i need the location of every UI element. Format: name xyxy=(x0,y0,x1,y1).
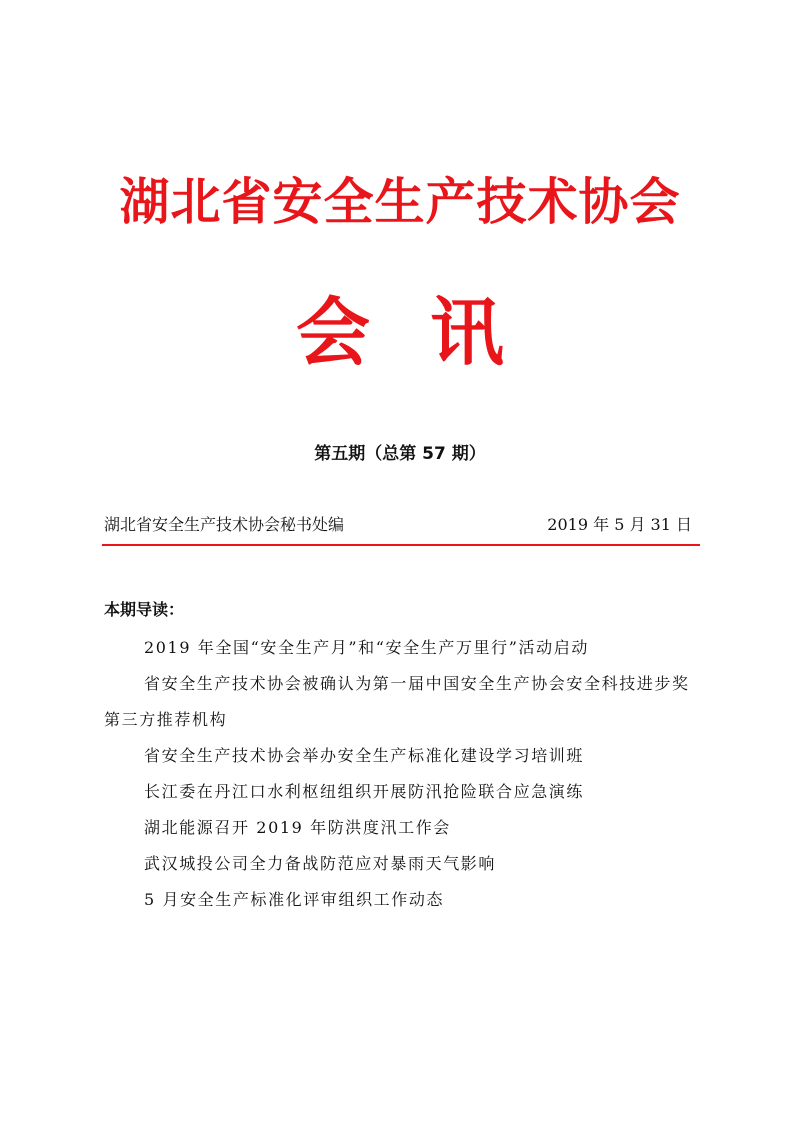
toc-item: 湖北能源召开 2019 年防洪度汛工作会 xyxy=(144,818,451,837)
toc-item: 武汉城投公司全力备战防范应对暴雨天气影响 xyxy=(144,854,497,873)
toc-item: 省安全生产技术协会被确认为第一届中国安全生产协会安全科技进步奖第三方推荐机构 xyxy=(104,674,690,729)
toc-item: 长江委在丹江口水利枢纽组织开展防汛抢险联合应急演练 xyxy=(144,782,585,801)
issue-number: 第五期（总第 57 期） xyxy=(314,444,486,464)
editor-credit: 湖北省安全生产技术协会秘书处编 xyxy=(104,515,345,534)
organization-title: 湖北省安全生产技术协会 xyxy=(119,172,681,231)
toc-item: 省安全生产技术协会举办安全生产标准化建设学习培训班 xyxy=(144,746,585,765)
table-of-contents xyxy=(104,630,704,918)
toc-item: 5 月安全生产标准化评审组织工作动态 xyxy=(144,890,445,909)
publication-title: 会讯 xyxy=(296,290,564,376)
publication-date: 2019 年 5 月 31 日 xyxy=(547,515,692,534)
editor-line xyxy=(104,512,698,540)
toc-item: 2019 年全国“安全生产月”和“安全生产万里行”活动启动 xyxy=(144,638,589,657)
red-divider xyxy=(102,544,700,546)
guide-heading: 本期导读： xyxy=(104,600,185,619)
